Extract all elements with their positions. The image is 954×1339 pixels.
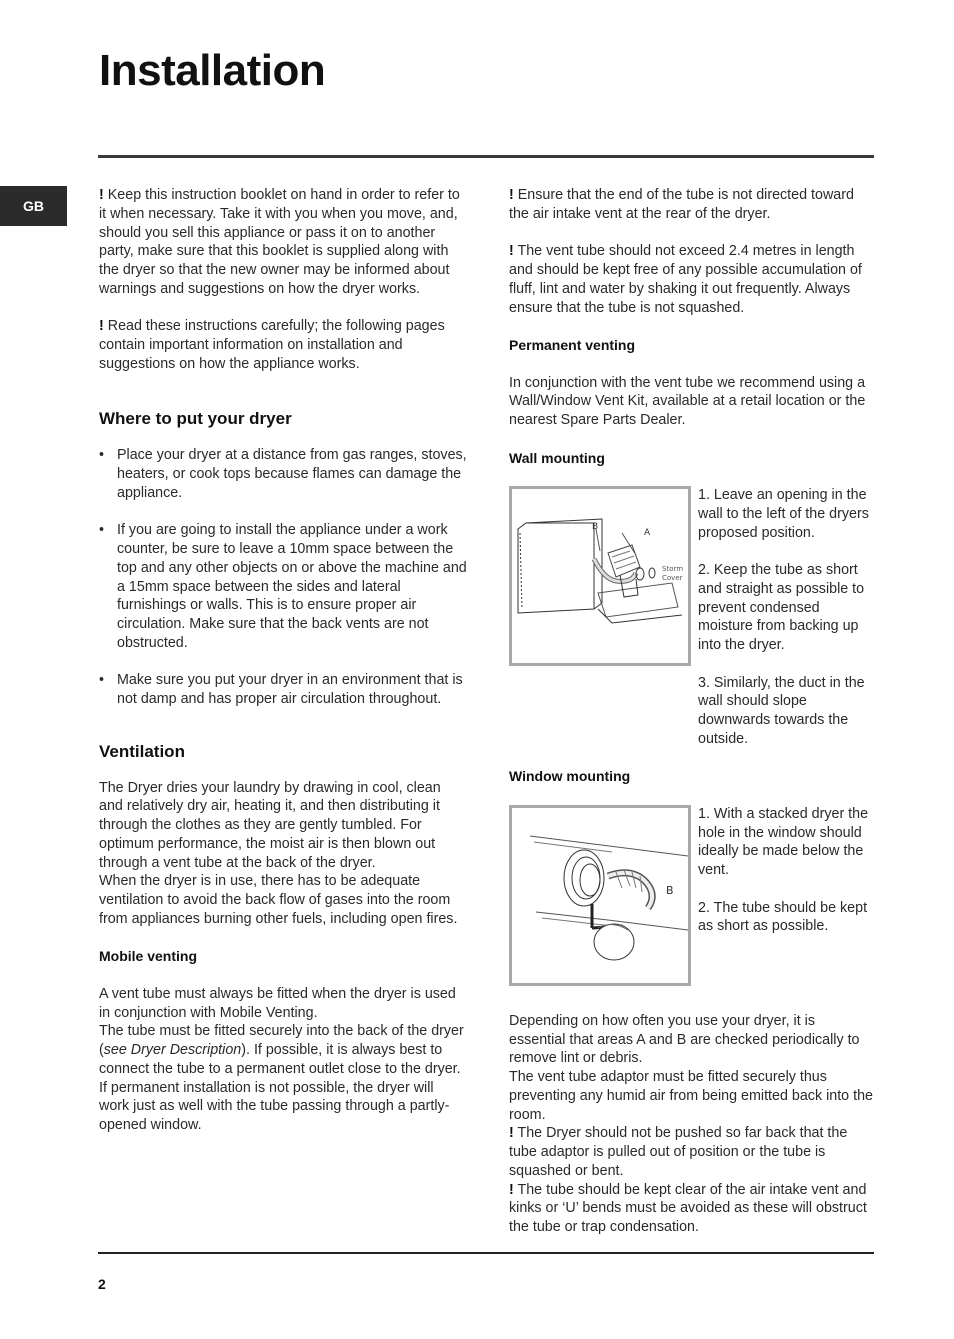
- ventilation-heading: Ventilation: [99, 741, 185, 761]
- intro-note-1-text: Keep this instruction booklet on hand in order to refer to it when necessary. Take it with you when you move, and, should you sell this appliance or pass it on to another party, make sure that this booklet is supplied along with the dryer so that the new owner may be informed about warnings and suggestions on how the dryer works.: [99, 187, 460, 297]
- window-mounting-illustration: [512, 808, 688, 983]
- closing-para-3: [509, 1124, 875, 1180]
- language-tab: GB: [0, 186, 67, 226]
- mobile-para-2: [99, 1022, 467, 1135]
- wall-mounting-section: [509, 486, 875, 749]
- intro-note-2: [99, 317, 467, 373]
- wall-step-2: 2. Keep the tube as short and straight as possible to prevent condensed moisture from backing up into the dryer.: [698, 562, 865, 653]
- wall-mounting-illustration: [512, 489, 688, 663]
- wall-mounting-figure: [509, 486, 691, 666]
- mobile-para-2-a: The tube must be fitted securely into the back of the dryer (: [99, 1023, 464, 1058]
- list-item: • Place your dryer at a distance from gas ranges, stoves, heaters, or cook tops because flames can damage the appliance.: [99, 446, 467, 502]
- tube-direction-note: [509, 186, 875, 224]
- wall-mounting-steps: [698, 486, 875, 749]
- dryer-description-ref: see Dryer Description: [103, 1042, 242, 1058]
- intro-note-2-text: Read these instructions carefully; the following pages contain important information on installation and suggestions on how the appliance works.: [99, 318, 445, 372]
- label-storm: Storm: [662, 565, 684, 573]
- warning-mark: !: [509, 187, 514, 203]
- window-step-2: 2. The tube should be kept as short as possible.: [698, 899, 868, 935]
- tube-length-text: The vent tube should not exceed 2.4 metres in length and should be kept free of any possible accumulation of fluff, lint and water by shaking it out frequently. Always ensure that the tube is not squashed.: [509, 243, 862, 316]
- warning-mark: !: [99, 318, 104, 335]
- warning-mark: !: [509, 243, 514, 260]
- bottom-divider: [98, 1252, 874, 1254]
- mobile-venting-heading: Mobile venting: [99, 948, 197, 965]
- window-mounting-heading: Window mounting: [509, 768, 631, 785]
- intro-note-1: [99, 186, 467, 299]
- tube-direction-text: Ensure that the end of the tube is not directed toward the air intake vent at the rear of the dryer.: [509, 187, 854, 222]
- page-title: Installation: [99, 46, 326, 95]
- where-list: [99, 446, 467, 709]
- wall-step-1: 1. Leave an opening in the wall to the left of the dryers proposed position.: [698, 487, 869, 541]
- closing-para-4: [509, 1181, 875, 1237]
- page-number: 2: [98, 1276, 106, 1292]
- mobile-para-2-b: ). If possible, it is always best to connect the tube to a permanent outlet close to the dryer. If permanent installation is not possible, the dryer will work just as well with the tube passing through a partly-opened window.: [99, 1042, 461, 1133]
- wall-mounting-heading: Wall mounting: [509, 449, 605, 466]
- label-cover: Cover: [662, 574, 683, 582]
- warning-mark: !: [99, 187, 104, 203]
- warning-mark: !: [509, 1125, 514, 1142]
- label-a: A: [644, 528, 651, 538]
- permanent-venting-heading: Permanent venting: [509, 337, 636, 353]
- right-column: [509, 186, 875, 1237]
- closing-para-3-text: The Dryer should not be pushed so far back that the tube adaptor is pulled out of position or the tube is squashed or bent.: [509, 1125, 848, 1179]
- ventilation-para-1: The Dryer dries your laundry by drawing in cool, clean and relatively dry air, heating it, and then distributing it through the clothes as they are gently tumbled. For optimum performance, the moist air is then blown out through a vent tube at the back of the dryer.: [99, 779, 441, 871]
- ventilation-para-2: When the dryer is in use, there has to be adequate ventilation to avoid the back flow of gases into the room from appliances burning other fuels, including open fires.: [99, 873, 458, 927]
- window-step-1: 1. With a stacked dryer the hole in the window should ideally be made below the vent.: [698, 805, 869, 878]
- tube-length-note: [509, 242, 875, 317]
- list-item: • If you are going to install the appliance under a work counter, be sure to leave a 10mm space between the top and any other objects on or above the machine and a 15mm space between the sides and lateral furnishings or walls. This is to ensure proper air circulation. Make sure that the back vents are not obstructed.: [99, 521, 467, 652]
- warning-mark: !: [509, 1181, 514, 1198]
- closing-para-1: Depending on how often you use your dryer, it is essential that areas A and B are checked periodically to remove lint or debris.: [509, 1012, 860, 1067]
- permanent-para: In conjunction with the vent tube we recommend using a Wall/Window Vent Kit, available at a retail location or the nearest Spare Parts Dealer.: [509, 374, 866, 428]
- left-column: [99, 186, 467, 1135]
- wall-step-3: 3. Similarly, the duct in the wall should slope downwards towards the outside.: [698, 674, 865, 747]
- where-heading: Where to put your dryer: [99, 408, 292, 428]
- mobile-para-1: A vent tube must always be fitted when the dryer is used in conjunction with Mobile Venting.: [99, 985, 456, 1021]
- closing-para-2: The vent tube adaptor must be fitted securely thus preventing any humid air from being emitted back into the room.: [509, 1069, 873, 1123]
- label-b: B: [592, 522, 599, 532]
- window-mounting-section: [509, 805, 875, 986]
- closing-para-4-text: The tube should be kept clear of the air intake vent and kinks or ‘U’ bends must be avoided as these will obstruct the tube or trap condensation.: [509, 1181, 867, 1235]
- window-mounting-steps: [698, 805, 875, 986]
- window-mounting-figure: [509, 805, 691, 986]
- list-item: • Make sure you put your dryer in an environment that is not damp and has proper air circulation throughout.: [99, 671, 467, 709]
- label-b: B: [666, 883, 674, 897]
- top-divider: [98, 155, 874, 158]
